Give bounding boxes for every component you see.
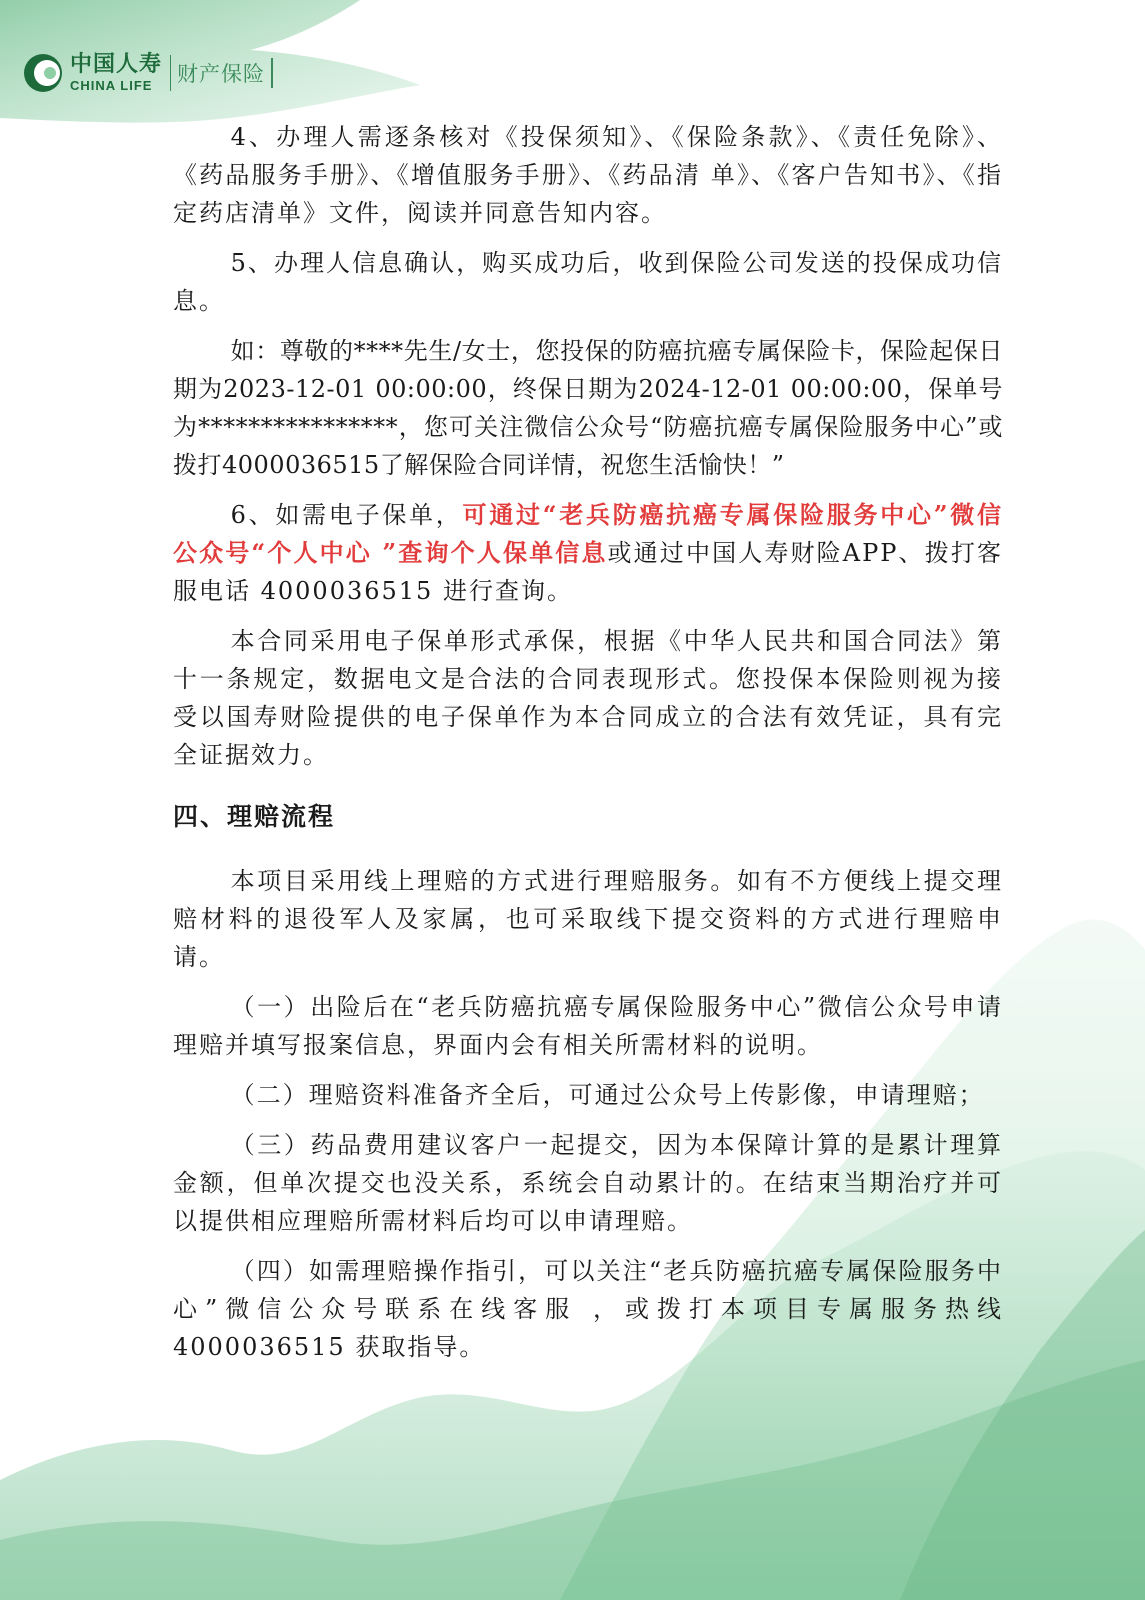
paragraph-claims-intro: 本项目采用线上理赔的方式进行理赔服务。如有不方便线上提交理赔材料的退役军人及家属，也可采取线下提交资料的方式进行理赔申请。	[173, 867, 1003, 971]
paragraph-contract: 本合同采用电子保单形式承保，根据《中华人民共和国合同法》第十一条规定，数据电文是合法的合同表现形式。您投保本保险则视为接受以国寿财险提供的电子保单作为本合同成立的合法有效凭证，具有完全证据效力。	[173, 627, 1003, 769]
logo-english-name: CHINA LIFE	[70, 78, 153, 93]
paragraph-item5: 5、办理人信息确认，购买成功后，收到保险公司发送的投保成功信息。	[173, 249, 1003, 315]
logo-end-bar	[271, 58, 273, 88]
logo-divider	[170, 55, 171, 91]
logo-subtitle: 财产保险	[177, 62, 266, 86]
china-life-logo-icon	[22, 52, 64, 94]
section-heading-claims: 四、理赔流程	[173, 802, 336, 831]
item6-prefix: 6、如需电子保单，	[230, 501, 463, 529]
paragraph-claims-step4: （四）如需理赔操作指引，可以关注“老兵防癌抗癌专属保险服务中心”微信公众号联系在线客服 ，或拨打本项目专属服务热线 4000036515 获取指导。	[173, 1257, 1003, 1361]
paragraph-example-message: 如：尊敬的****先生/女士，您投保的防癌抗癌专属保险卡，保险起保日期为2023-12-01 00:00:00，终保日期为2024-12-01 00:00:00，保单号为****************，您可关注微信公众号“防癌抗癌专属保险服务中心”或拨打4000036515了解保险合同详情，祝您生活愉快！”	[173, 337, 1003, 479]
document-body	[173, 118, 1003, 1378]
item6-suffix: 或通过中国人寿财险APP、拨打客服电话 4000036515 进行查询。	[173, 539, 1003, 605]
paragraph-item4: 4、办理人需逐条核对《投保须知》、《保险条款》、《责任免除》、《药品服务手册》、《增值服务手册》、《药品清 单》、《客户告知书》、《指定药店清单》文件，阅读并同意告知内容。	[173, 123, 1003, 227]
brand-logo	[22, 52, 273, 94]
logo-chinese-name: 中国人寿	[70, 52, 163, 77]
paragraph-item6	[173, 496, 1003, 610]
paragraph-claims-step3: （三）药品费用建议客户一起提交，因为本保障计算的是累计理算金额，但单次提交也没关系，系统会自动累计的。在结束当期治疗并可以提供相应理赔所需材料后均可以申请理赔。	[173, 1131, 1003, 1235]
paragraph-claims-step1: （一）出险后在“老兵防癌抗癌专属保险服务中心”微信公众号申请理赔并填写报案信息，界面内会有相关所需材料的说明。	[173, 993, 1003, 1059]
paragraph-claims-step2: （二）理赔资料准备齐全后，可通过公众号上传影像，申请理赔；	[230, 1081, 985, 1109]
logo-text-block	[70, 54, 162, 92]
item6-highlight: 可通过“老兵防癌抗癌专属保险服务中心”微信公众号“个人中心 ”查询个人保单信息	[173, 500, 1003, 567]
